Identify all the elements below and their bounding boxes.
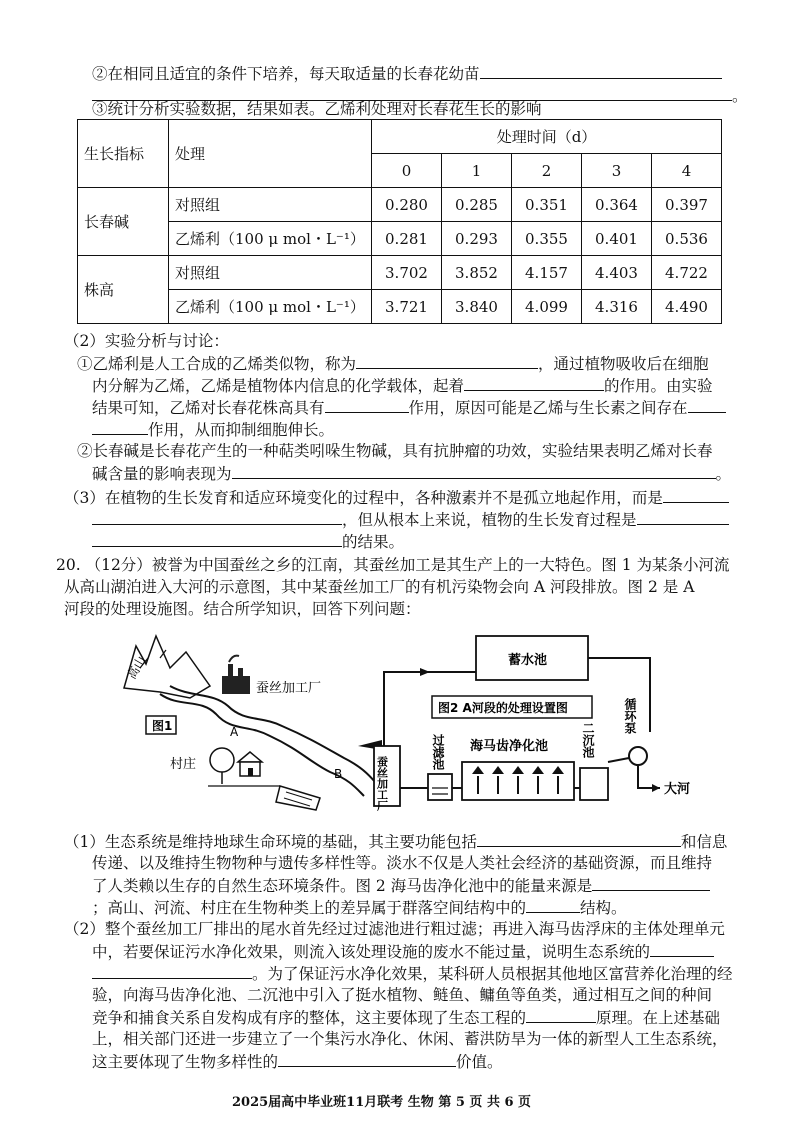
filter-label: 过滤池 bbox=[431, 734, 445, 770]
table-cell: 0.285 bbox=[442, 188, 512, 222]
river-diagram bbox=[120, 628, 690, 813]
q19-step2-cont: 。 bbox=[92, 84, 748, 107]
q19-part2-line: 作用，从而抑制细胞伸长。 bbox=[92, 418, 334, 441]
treatment-control: 对照组 bbox=[169, 256, 372, 290]
second-tank-label: 二沉池 bbox=[581, 722, 595, 758]
village-icon bbox=[208, 748, 280, 786]
header-index: 生长指标 bbox=[78, 120, 169, 188]
q20-part2: 这主要体现了生物多样性的 价值。 bbox=[92, 1050, 503, 1073]
arrow-right-icon bbox=[652, 784, 660, 792]
day-header: 0 bbox=[372, 154, 442, 188]
page-footer: 2025届高中毕业班11月联考 生物 第 5 页 共 6 页 bbox=[232, 1095, 532, 1110]
return-pipe bbox=[588, 658, 650, 732]
river-label: 大河 bbox=[664, 782, 690, 797]
q20-part2: 。为了保证污水净化效果，某科研人员根据其他地区富营养化治理的经 bbox=[92, 962, 733, 985]
q20-part1: 传递、以及维持生物物种与遗传多样性等。淡水不仅是人类社会经济的基础资源，而且维持 bbox=[92, 854, 713, 872]
q20-intro: 从高山湖泊进入大河的示意图，其中某蚕丝加工厂的有机污染物会向 A 河段排放。图 2 是 A bbox=[64, 578, 695, 596]
day-header: 3 bbox=[582, 154, 652, 188]
fig1-label: 图1 bbox=[152, 719, 173, 733]
point-b-label: B bbox=[334, 767, 343, 781]
q20-part2: 中，若要保证污水净化效果，则流入该处理设施的废水不能过量，说明生态系统的 bbox=[92, 940, 714, 963]
mountain-label: 高山 bbox=[124, 653, 149, 682]
answer-blank[interactable] bbox=[526, 896, 580, 913]
arrow-left-icon bbox=[420, 668, 430, 676]
answer-blank[interactable] bbox=[464, 374, 604, 391]
q19-part3: ，但从根本上来说，植物的生长发育过程是 bbox=[92, 508, 729, 531]
table-row bbox=[78, 256, 722, 290]
filter-tank bbox=[428, 774, 452, 800]
table-cell: 4.099 bbox=[512, 290, 582, 324]
q20-part2: 上，相关部门还进一步建立了一个集污水净化、休闲、蓄洪防旱为一体的新型人工生态系统， bbox=[92, 1030, 728, 1048]
outlet-pipe bbox=[638, 765, 660, 788]
table-cell: 0.397 bbox=[652, 188, 722, 222]
table-row bbox=[78, 188, 722, 222]
treatment-ethephon: 乙烯利（100 μ mol・L⁻¹） bbox=[169, 222, 372, 256]
factory-label: 蚕丝加工厂 bbox=[256, 681, 322, 696]
table-cell: 4.403 bbox=[582, 256, 652, 290]
table-cell: 0.401 bbox=[582, 222, 652, 256]
q20-part1: （1）生态系统是维持地球生命环境的基础，其主要功能包括 和信息 bbox=[64, 830, 727, 853]
day-header: 4 bbox=[652, 154, 722, 188]
seahorse-label: 海马齿净化池 bbox=[470, 739, 549, 754]
table-cell: 4.490 bbox=[652, 290, 722, 324]
q19-part3: 的结果。 bbox=[92, 530, 404, 553]
figure-2 bbox=[374, 628, 690, 812]
q20-part1: 了人类赖以生存的自然生态环境条件。图 2 海马齿净化池中的能量来源是 bbox=[92, 874, 710, 897]
answer-blank[interactable] bbox=[526, 1006, 596, 1023]
header-time: 处理时间（d） bbox=[372, 120, 722, 154]
table-cell: 4.722 bbox=[652, 256, 722, 290]
row-label-alkaloid: 长春碱 bbox=[78, 188, 169, 256]
q20-part1: ；高山、河流、村庄在生物种类上的差异属于群落空间结构中的 结构。 bbox=[92, 896, 627, 919]
table-cell: 0.536 bbox=[652, 222, 722, 256]
q20-part2: 竞争和捕食关系自发构成有序的整体，这主要体现了生态工程的 原理。在上述基础 bbox=[92, 1006, 720, 1029]
reservoir-label: 蓄水池 bbox=[508, 653, 548, 668]
table-cell: 0.355 bbox=[512, 222, 582, 256]
answer-blank[interactable] bbox=[637, 508, 729, 525]
village-label: 村庄 bbox=[170, 757, 197, 772]
answer-blank[interactable] bbox=[92, 530, 342, 547]
table-cell: 3.852 bbox=[442, 256, 512, 290]
answer-blank[interactable] bbox=[325, 396, 409, 413]
header-treatment: 处理 bbox=[169, 120, 372, 188]
pump-icon bbox=[629, 747, 647, 765]
pump-label: 循环泵 bbox=[623, 698, 637, 734]
table-cell: 3.702 bbox=[372, 256, 442, 290]
day-header: 2 bbox=[512, 154, 582, 188]
q19-part2-line: ①乙烯利是人工合成的乙烯类似物，称为 ，通过植物吸收后在细胞 bbox=[77, 352, 709, 375]
row-label-height: 株高 bbox=[78, 256, 169, 324]
answer-blank[interactable] bbox=[278, 1050, 456, 1067]
table-cell: 0.293 bbox=[442, 222, 512, 256]
answer-blank[interactable] bbox=[92, 418, 148, 435]
q19-part2-heading: （2）实验分析与讨论： bbox=[64, 332, 229, 350]
answer-blank[interactable] bbox=[592, 874, 710, 891]
q19-part2-line: ②长春碱是长春花产生的一种萜类吲哚生物碱，具有抗肿瘤的功效，实验结果表明乙烯对长春 bbox=[77, 442, 713, 460]
q19-step3: ③统计分析实验数据，结果如表。乙烯利处理对长春花生长的影响 bbox=[92, 100, 542, 118]
answer-blank[interactable] bbox=[356, 352, 538, 369]
answer-blank[interactable] bbox=[477, 830, 681, 847]
point-a-label: A bbox=[230, 725, 239, 739]
big-river-icon bbox=[276, 786, 320, 810]
answer-blank[interactable] bbox=[92, 962, 252, 979]
table-cell: 3.721 bbox=[372, 290, 442, 324]
plant-label: 蚕丝加工厂 bbox=[375, 756, 389, 811]
table-row bbox=[78, 290, 722, 324]
table-cell: 0.364 bbox=[582, 188, 652, 222]
factory-icon bbox=[222, 656, 250, 694]
q19-part2-line: 内分解为乙烯，乙烯是植物体内信息的化学载体，起着 的作用。由实验 bbox=[92, 374, 713, 397]
table-cell: 4.316 bbox=[582, 290, 652, 324]
q20-part2: （2）整个蚕丝加工厂排出的尾水首先经过过滤池进行粗过滤；再进入海马齿浮床的主体处理单元 bbox=[64, 920, 725, 938]
day-header: 1 bbox=[442, 154, 512, 188]
figure-1 bbox=[124, 636, 382, 810]
answer-blank[interactable] bbox=[688, 396, 726, 413]
table-cell: 0.351 bbox=[512, 188, 582, 222]
q19-part2-line: 碱含量的影响表现为 。 bbox=[92, 462, 731, 485]
answer-blank[interactable] bbox=[480, 62, 722, 79]
second-tank bbox=[580, 768, 608, 800]
answer-blank[interactable] bbox=[663, 486, 729, 503]
q19-step2: ②在相同且适宜的条件下培养，每天取适量的长春花幼苗 bbox=[92, 62, 722, 85]
fig2-title: 图2 A河段的处理设置图 bbox=[438, 701, 568, 715]
q20-intro: 20. （12分）被誉为中国蚕丝之乡的江南，其蚕丝加工是其生产上的一大特色。图 1 为某条小河流 bbox=[56, 556, 730, 574]
treatment-control: 对照组 bbox=[169, 188, 372, 222]
q19-part3: （3）在植物的生长发育和适应环境变化的过程中，各种激素并不是孤立地起作用，而是 bbox=[64, 486, 729, 509]
answer-blank[interactable] bbox=[650, 940, 714, 957]
q19-part2-line: 结果可知，乙烯对长春花株高具有 作用，原因可能是乙烯与生长素之间存在 bbox=[92, 396, 726, 419]
answer-blank[interactable] bbox=[92, 508, 342, 525]
table-cell: 4.157 bbox=[512, 256, 582, 290]
treatment-ethephon: 乙烯利（100 μ mol・L⁻¹） bbox=[169, 290, 372, 324]
results-table bbox=[77, 119, 722, 324]
table-cell: 0.280 bbox=[372, 188, 442, 222]
q20-part2: 验，向海马齿净化池、二沉池中引入了挺水植物、鲢鱼、鳙鱼等鱼类，通过相互之间的种间 bbox=[92, 986, 713, 1004]
table-row bbox=[78, 222, 722, 256]
table-cell: 3.840 bbox=[442, 290, 512, 324]
answer-blank[interactable] bbox=[232, 462, 716, 479]
table-cell: 0.281 bbox=[372, 222, 442, 256]
q20-intro: 河段的处理设施图。结合所学知识，回答下列问题： bbox=[64, 600, 421, 618]
